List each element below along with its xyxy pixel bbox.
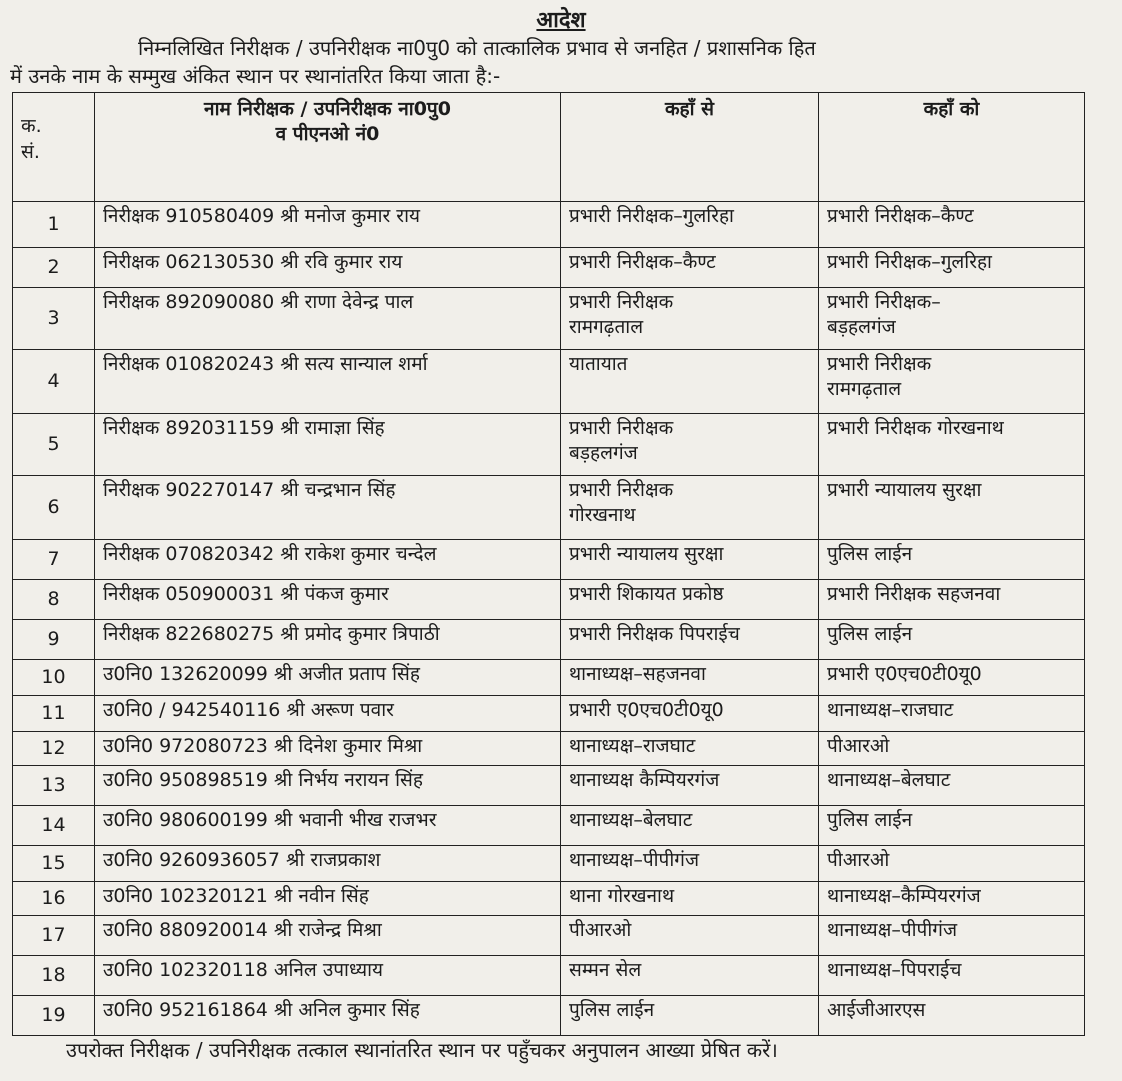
intro-line-2: में उनके नाम के सम्मुख अंकित स्थान पर स्थानांतरित किया जाता है:- (10, 64, 501, 88)
row-to-location: थानाध्यक्ष–बेलघाट (819, 766, 1085, 806)
row-to-location: पीआरओ (819, 732, 1085, 766)
row-officer-name: निरीक्षक 892031159 श्री रामाज्ञा सिंह (95, 414, 561, 476)
table-row (13, 620, 1085, 660)
row-to-location: पीआरओ (819, 846, 1085, 882)
table-row (13, 288, 1085, 350)
row-officer-name: निरीक्षक 062130530 श्री रवि कुमार राय (95, 248, 561, 288)
row-to-location: प्रभारी निरीक्षक सहजनवा (819, 580, 1085, 620)
intro-paragraph (10, 34, 1090, 90)
row-to-location: प्रभारी न्यायालय सुरक्षा (819, 476, 1085, 540)
table-row (13, 476, 1085, 540)
header-name: नाम निरीक्षक / उपनिरीक्षक ना0पु0 व पीएनओ नं0 (95, 93, 561, 202)
row-officer-name: उ0नि0 980600199 श्री भवानी भीख राजभर (95, 806, 561, 846)
table-row (13, 540, 1085, 580)
row-from-location: प्रभारी निरीक्षक–गुलरिहा (561, 202, 819, 248)
row-from-location: प्रभारी ए0एच0टी0यू0 (561, 696, 819, 732)
row-to-location: थानाध्यक्ष–राजघाट (819, 696, 1085, 732)
row-to-location: प्रभारी ए0एच0टी0यू0 (819, 660, 1085, 696)
row-from-location: थानाध्यक्ष–राजघाट (561, 732, 819, 766)
table-row (13, 350, 1085, 414)
row-from-location: प्रभारी न्यायालय सुरक्षा (561, 540, 819, 580)
row-officer-name: उ0नि0 102320121 श्री नवीन सिंह (95, 882, 561, 916)
row-to-location: थानाध्यक्ष–पिपराईच (819, 956, 1085, 996)
row-officer-name: निरीक्षक 902270147 श्री चन्द्रभान सिंह (95, 476, 561, 540)
row-to-location: प्रभारी निरीक्षक– बड़हलगंज (819, 288, 1085, 350)
row-to-location: प्रभारी निरीक्षक गोरखनाथ (819, 414, 1085, 476)
row-from-location: पुलिस लाईन (561, 996, 819, 1036)
table-row (13, 882, 1085, 916)
row-from-location: प्रभारी निरीक्षक गोरखनाथ (561, 476, 819, 540)
row-to-location: प्रभारी निरीक्षक–कैण्ट (819, 202, 1085, 248)
row-officer-name: उ0नि0 102320118 अनिल उपाध्याय (95, 956, 561, 996)
table-row (13, 806, 1085, 846)
row-serial: 5 (13, 414, 95, 476)
row-officer-name: उ0नि0 952161864 श्री अनिल कुमार सिंह (95, 996, 561, 1036)
row-from-location: थानाध्यक्ष–सहजनवा (561, 660, 819, 696)
row-from-location: पीआरओ (561, 916, 819, 956)
row-to-location: पुलिस लाईन (819, 806, 1085, 846)
row-from-location: यातायात (561, 350, 819, 414)
row-to-location: थानाध्यक्ष–पीपीगंज (819, 916, 1085, 956)
row-serial: 12 (13, 732, 95, 766)
row-serial: 14 (13, 806, 95, 846)
table-row (13, 248, 1085, 288)
row-serial: 2 (13, 248, 95, 288)
row-officer-name: उ0नि0 950898519 श्री निर्भय नरायन सिंह (95, 766, 561, 806)
row-to-location: आईजीआरएस (819, 996, 1085, 1036)
row-from-location: सम्मन सेल (561, 956, 819, 996)
row-from-location: प्रभारी शिकायत प्रकोष्ठ (561, 580, 819, 620)
row-officer-name: निरीक्षक 070820342 श्री राकेश कुमार चन्देल (95, 540, 561, 580)
row-from-location: थानाध्यक्ष कैम्पियरगंज (561, 766, 819, 806)
row-from-location: थानाध्यक्ष–बेलघाट (561, 806, 819, 846)
table-row (13, 766, 1085, 806)
row-to-location: प्रभारी निरीक्षक रामगढ़ताल (819, 350, 1085, 414)
row-serial: 7 (13, 540, 95, 580)
row-officer-name: निरीक्षक 910580409 श्री मनोज कुमार राय (95, 202, 561, 248)
row-serial: 10 (13, 660, 95, 696)
intro-line-1: निम्नलिखित निरीक्षक / उपनिरीक्षक ना0पु0 को तात्कालिक प्रभाव से जनहित / प्रशासनिक हित (138, 36, 816, 60)
row-officer-name: उ0नि0 / 942540116 श्री अरूण पवार (95, 696, 561, 732)
row-from-location: प्रभारी निरीक्षक पिपराईच (561, 620, 819, 660)
row-to-location: प्रभारी निरीक्षक–गुलरिहा (819, 248, 1085, 288)
table-header-row (13, 93, 1085, 202)
row-officer-name: उ0नि0 972080723 श्री दिनेश कुमार मिश्रा (95, 732, 561, 766)
row-from-location: प्रभारी निरीक्षक बड़हलगंज (561, 414, 819, 476)
row-to-location: थानाध्यक्ष–कैम्पियरगंज (819, 882, 1085, 916)
row-serial: 8 (13, 580, 95, 620)
row-serial: 11 (13, 696, 95, 732)
row-serial: 16 (13, 882, 95, 916)
row-from-location: प्रभारी निरीक्षक–कैण्ट (561, 248, 819, 288)
row-to-location: पुलिस लाईन (819, 620, 1085, 660)
document-title: आदेश (536, 8, 586, 33)
header-from: कहाँ से (561, 93, 819, 202)
row-serial: 6 (13, 476, 95, 540)
table-body (13, 202, 1085, 1036)
header-to: कहाँ को (819, 93, 1085, 202)
row-from-location: प्रभारी निरीक्षक रामगढ़ताल (561, 288, 819, 350)
row-serial: 4 (13, 350, 95, 414)
row-serial: 15 (13, 846, 95, 882)
table-row (13, 414, 1085, 476)
row-serial: 13 (13, 766, 95, 806)
row-to-location: पुलिस लाईन (819, 540, 1085, 580)
row-serial: 17 (13, 916, 95, 956)
table-row (13, 580, 1085, 620)
table-row (13, 202, 1085, 248)
header-serial: क. सं. (13, 93, 95, 202)
row-officer-name: निरीक्षक 822680275 श्री प्रमोद कुमार त्रिपाठी (95, 620, 561, 660)
transfer-table (12, 92, 1085, 1036)
row-officer-name: निरीक्षक 010820243 श्री सत्य सान्याल शर्मा (95, 350, 561, 414)
row-serial: 1 (13, 202, 95, 248)
row-officer-name: उ0नि0 880920014 श्री राजेन्द्र मिश्रा (95, 916, 561, 956)
table-row (13, 846, 1085, 882)
row-serial: 19 (13, 996, 95, 1036)
row-from-location: थानाध्यक्ष–पीपीगंज (561, 846, 819, 882)
table-row (13, 996, 1085, 1036)
row-serial: 3 (13, 288, 95, 350)
table-row (13, 916, 1085, 956)
row-serial: 9 (13, 620, 95, 660)
table-row (13, 660, 1085, 696)
table-row (13, 732, 1085, 766)
row-from-location: थाना गोरखनाथ (561, 882, 819, 916)
table-row (13, 956, 1085, 996)
footer-instruction: उपरोक्त निरीक्षक / उपनिरीक्षक तत्काल स्थानांतरित स्थान पर पहुँचकर अनुपालन आख्या प्रेषित करें। (66, 1038, 778, 1062)
row-officer-name: उ0नि0 9260936057 श्री राजप्रकाश (95, 846, 561, 882)
row-officer-name: निरीक्षक 050900031 श्री पंकज कुमार (95, 580, 561, 620)
row-officer-name: उ0नि0 132620099 श्री अजीत प्रताप सिंह (95, 660, 561, 696)
row-serial: 18 (13, 956, 95, 996)
table-row (13, 696, 1085, 732)
row-officer-name: निरीक्षक 892090080 श्री राणा देवेन्द्र पाल (95, 288, 561, 350)
